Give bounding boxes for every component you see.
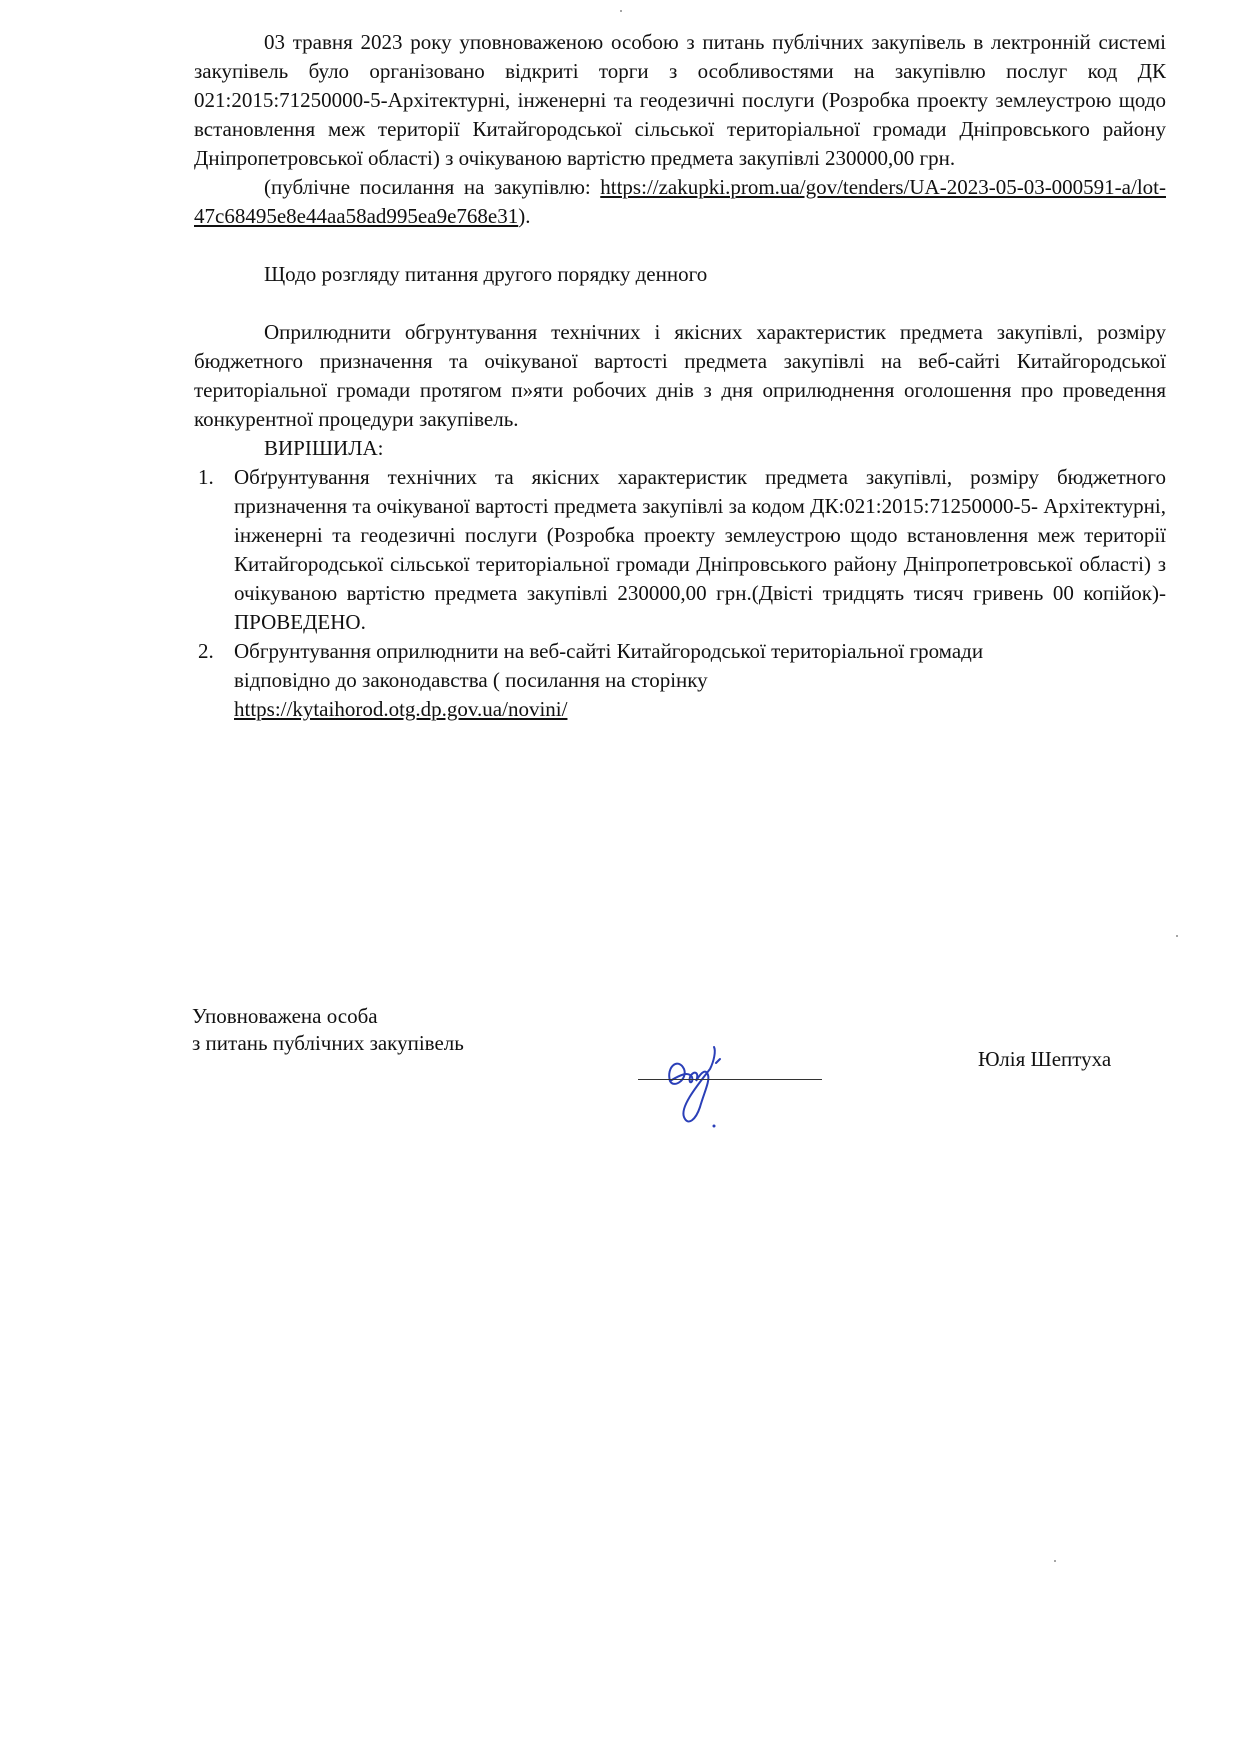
scan-speck bbox=[1054, 1560, 1056, 1562]
paragraph-public-link bbox=[194, 173, 1166, 231]
decision-text-line2: відповідно до законодавства ( посилання на сторінку bbox=[234, 668, 708, 692]
paragraph-tender-info: 03 травня 2023 року уповноваженою особою з питань публічних закупівель в лектронній системі закупівель було організовано відкриті торги з особливостями на закупівлю послуг код ДК 021:2015:71250000-5-Архітектурні, інженерні та геодезичні послуги (Розробка проекту землеустрою щодо встановлення меж території Китайгородської сільської територіальної громади Дніпровського району Дніпропетровської області) з очікуваною вартістю предмета закупівлі 230000,00 грн. bbox=[194, 30, 1166, 170]
signer-title-line1: Уповноважена особа bbox=[192, 1004, 378, 1028]
handwritten-signature bbox=[630, 1023, 770, 1133]
decision-text bbox=[234, 637, 1166, 724]
signature-block bbox=[192, 1003, 1172, 1143]
signer-title-line2: з питань публічних закупівель bbox=[192, 1031, 464, 1055]
decision-item-2 bbox=[194, 637, 1166, 724]
tender-link[interactable]: https://zakupki.prom.ua/gov/tenders/UA-2023-05-03-000591-a/lot-47c68495e8e44aa58ad995ea9e768e31 bbox=[194, 175, 1166, 228]
paragraph-publish-requirement: Оприлюднити обгрунтування технічних і якісних характеристик предмета закупівлі, розміру бюджетного призначення та очікуваної вартості предмета закупівлі на веб-сайті Китайгородської територіальної громади протягом п»яти робочих днів з дня оприлюднення оголошення про проведення конкурентної процедури закупівель. bbox=[194, 320, 1166, 431]
decision-number: 2. bbox=[198, 639, 214, 663]
spacer bbox=[194, 231, 1166, 260]
link-suffix: ). bbox=[518, 204, 531, 228]
signer-title bbox=[192, 1003, 464, 1057]
scan-speck bbox=[620, 10, 622, 12]
decision-number: 1. bbox=[198, 465, 214, 489]
news-page-link[interactable]: https://kytaihorod.otg.dp.gov.ua/novini/ bbox=[234, 697, 568, 721]
decision-list bbox=[194, 463, 1166, 724]
scan-speck bbox=[1176, 935, 1178, 937]
document-body bbox=[194, 28, 1166, 724]
signature-line bbox=[638, 1079, 822, 1080]
decided-heading: ВИРІШИЛА: bbox=[264, 436, 384, 460]
decision-text-line1: Обгрунтування оприлюднити на веб-сайті Китайгородської територіальної громади bbox=[234, 639, 984, 663]
decision-item-1 bbox=[194, 463, 1166, 637]
spacer bbox=[194, 289, 1166, 318]
agenda-heading: Щодо розгляду питання другого порядку денного bbox=[264, 262, 708, 286]
signer-name: Юлія Шептуха bbox=[978, 1047, 1112, 1071]
link-prefix: (публічне посилання на закупівлю: bbox=[264, 175, 601, 199]
decision-text: Обґрунтування технічних та якісних характеристик предмета закупівлі, розміру бюджетного призначення та очікуваної вартості предмета закупівлі за кодом ДК:021:2015:71250000-5- Архітектурні, інженерні та геодезичні послуги (Розробка проекту землеустрою щодо встановлення меж території Китайгородської сільської територіальної громади Дніпровського району Дніпропетровської області) з очікуваною вартістю предмета закупівлі 230000,00 грн.(Двісті тридцять тисяч гривень 00 копійок)-ПРОВЕДЕНО. bbox=[234, 465, 1166, 634]
